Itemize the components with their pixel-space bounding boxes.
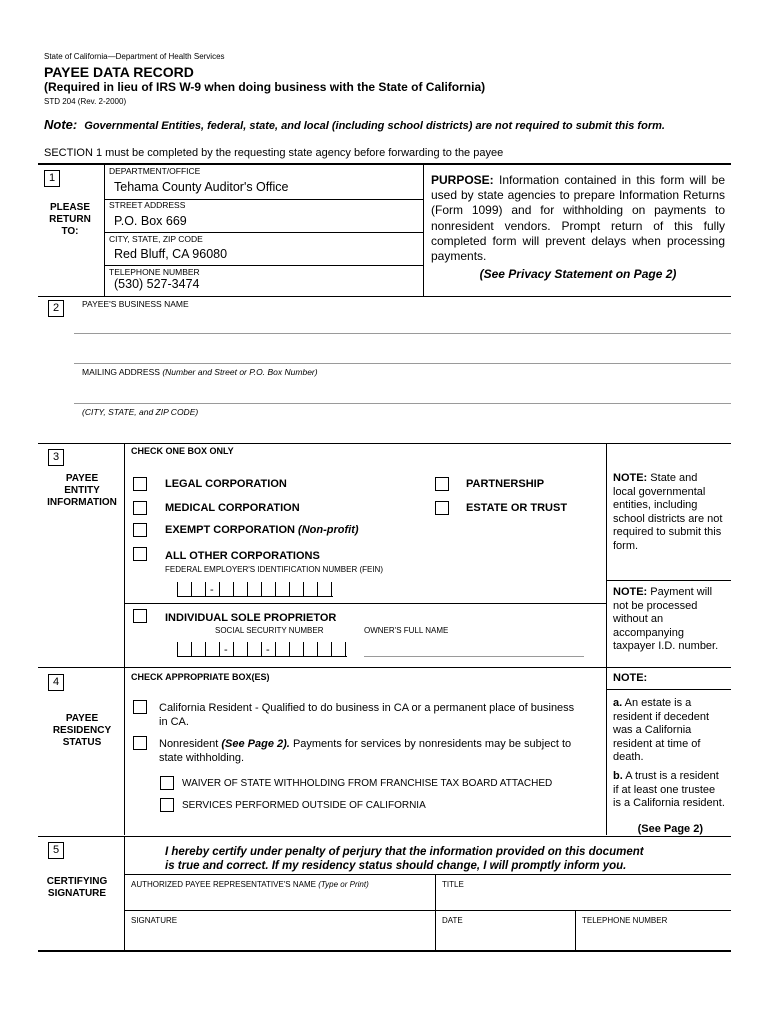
mailing-label: MAILING ADDRESS: [82, 367, 160, 377]
residency-side-label-2: RESIDENCY: [52, 725, 112, 736]
services-outside-ca-checkbox[interactable]: [160, 798, 174, 812]
ssn-label: SOCIAL SECURITY NUMBER: [215, 626, 324, 635]
ssn-input[interactable]: - -: [177, 642, 352, 656]
purpose-label: PURPOSE:: [431, 173, 494, 187]
section4-top-rule: [38, 667, 731, 668]
section1-top-rule: [38, 163, 731, 165]
city-state-zip-label: (CITY, STATE, and ZIP CODE): [82, 407, 199, 417]
exempt-corporation-checkbox[interactable]: [133, 523, 147, 537]
business-name-label: PAYEE'S BUSINESS NAME: [82, 299, 189, 309]
nonresident-see-page: (See Page 2).: [221, 738, 290, 750]
entity-note-2: [613, 586, 723, 654]
entity-side-label-3: INFORMATION: [47, 497, 117, 508]
entity-side-label-1: PAYEE: [65, 473, 99, 484]
section1-divider-left: [104, 164, 105, 296]
california-resident-label: California Resident - Qualified to do business in CA or a permanent place of business in CA.: [159, 702, 575, 728]
entity-note-1: [613, 472, 723, 553]
entity-side-label: [42, 473, 122, 509]
governmental-note: [44, 117, 665, 132]
section3-divider-right: [606, 443, 607, 667]
section3-number: 3: [48, 449, 64, 466]
entity-side-label-2: ENTITY: [64, 485, 100, 496]
please-return-label: PLEASE RETURN TO:: [49, 202, 91, 237]
residency-note-b-text: A trust is a resident if at least one trustee is a California resident.: [613, 770, 725, 809]
signature-top-rule: [124, 910, 731, 911]
section5-number: 5: [48, 842, 64, 859]
section5-top-rule: [38, 836, 731, 837]
dept-field[interactable]: Tehama County Auditor's Office: [114, 180, 289, 194]
title-label: TITLE: [442, 880, 464, 889]
waiver-checkbox[interactable]: [160, 776, 174, 790]
services-outside-ca-label: SERVICES PERFORMED OUTSIDE OF CALIFORNIA: [182, 800, 426, 811]
exempt-nonprofit-note: (Non-profit): [298, 524, 359, 536]
legal-corporation-label: LEGAL CORPORATION: [165, 478, 287, 490]
rep-name-label-row: [131, 880, 369, 889]
entity-note-1-text: State and local governmental entities, including school districts are not required to submit this form.: [613, 472, 723, 552]
residency-note-label: NOTE:: [613, 672, 648, 684]
section3-top-rule: [38, 443, 731, 444]
date-divider: [575, 910, 576, 950]
purpose-block: [431, 173, 725, 264]
business-name-field[interactable]: [74, 333, 731, 334]
fein-input[interactable]: -: [177, 582, 337, 596]
rep-name-hint: (Type or Print): [318, 880, 369, 889]
purpose-text: Information contained in this form will be used by state agencies to prepare Information Returns (Form 1099) and for withholding on payments to nonresident vendors. Prompt return of this fully completed form will prevent delays when processing payments.: [431, 173, 725, 264]
signature-side-label-1: CERTIFYING: [46, 876, 108, 887]
section1-bottom-rule: [38, 296, 731, 297]
check-appropriate-label: CHECK APPROPRIATE BOX(ES): [131, 672, 270, 682]
residency-side-label-3: STATUS: [62, 737, 102, 748]
city-field[interactable]: Red Bluff, CA 96080: [114, 247, 228, 261]
residency-side-label-1: PAYEE: [65, 713, 99, 724]
estate-or-trust-label: ESTATE OR TRUST: [466, 502, 568, 514]
signature-label: SIGNATURE: [131, 916, 178, 925]
legal-corporation-checkbox[interactable]: [133, 477, 147, 491]
mailing-address-field[interactable]: [74, 403, 731, 404]
mailing-hint: (Number and Street or P.O. Box Number): [162, 367, 318, 377]
fein-baseline: [177, 596, 333, 597]
title-divider: [435, 874, 436, 950]
section1-number: 1: [44, 170, 60, 187]
section5-divider-left: [124, 836, 125, 950]
entity-note-1-label: NOTE:: [613, 472, 648, 484]
signature-side-label-2: SIGNATURE: [47, 888, 107, 899]
section1-instruction: SECTION 1 must be completed by the requesting state agency before forwarding to the payee: [44, 147, 504, 159]
certification-statement: I hereby certify under penalty of perjury that the information provided on this document is true and correct. If my residency status should change, I will promptly inform you.: [165, 846, 644, 872]
medical-corporation-checkbox[interactable]: [133, 501, 147, 515]
residency-note-a-label: a.: [613, 697, 623, 709]
residency-side-label: [42, 713, 122, 749]
section4-number: 4: [48, 674, 64, 691]
all-other-corporations-label: ALL OTHER CORPORATIONS: [165, 550, 320, 562]
form-number: STD 204 (Rev. 2-2000): [44, 97, 127, 106]
date-label: DATE: [442, 916, 463, 925]
signature-phone-label: TELEPHONE NUMBER: [582, 916, 668, 925]
phone-field[interactable]: (530) 527-3474: [114, 277, 200, 291]
nonresident-text-2: Payments for services by nonresidents may be subject to state withholding.: [159, 738, 572, 764]
section4-divider-left: [124, 667, 125, 835]
owner-name-field[interactable]: [364, 656, 584, 657]
mailing-label-row: [82, 367, 318, 377]
all-other-corporations-checkbox[interactable]: [133, 547, 147, 561]
dept-label: DEPARTMENT/OFFICE: [109, 166, 201, 176]
residency-note-a-text: An estate is a resident if decedent was a California resident at time of death.: [613, 697, 710, 763]
street-label: STREET ADDRESS: [109, 200, 186, 210]
ssn-baseline: [177, 656, 347, 657]
note-text: Governmental Entities, federal, state, and local (including school districts) are not required to submit this form.: [84, 120, 665, 132]
fein-label: FEDERAL EMPLOYER'S IDENTIFICATION NUMBER (FEIN): [165, 565, 383, 574]
check-one-label: CHECK ONE BOX ONLY: [131, 446, 234, 456]
nonresident-text: Nonresident: [159, 738, 219, 750]
rep-name-label: AUTHORIZED PAYEE REPRESENTATIVE'S NAME: [131, 880, 316, 889]
privacy-note: (See Privacy Statement on Page 2): [479, 267, 677, 281]
street-rule: [104, 232, 423, 233]
phone-label: TELEPHONE NUMBER: [109, 267, 200, 277]
residency-note-b: [613, 770, 725, 811]
residency-note-b-label: b.: [613, 770, 623, 782]
entity-note-2-text: Payment will not be processed without an accompanying taxpayer I.D. number.: [613, 586, 719, 652]
exempt-corporation-label: [165, 524, 359, 536]
estate-or-trust-checkbox[interactable]: [435, 501, 449, 515]
entity-note-2-label: NOTE:: [613, 586, 648, 598]
form-bottom-rule: [38, 950, 731, 952]
city-label: CITY, STATE, ZIP CODE: [109, 234, 203, 244]
partnership-label: PARTNERSHIP: [466, 478, 545, 490]
residency-note-rule: [606, 689, 731, 690]
residency-note-a: [613, 697, 725, 765]
form-title: PAYEE DATA RECORD: [44, 64, 194, 80]
section3-divider-left: [124, 443, 125, 667]
section1-divider-right: [423, 164, 424, 296]
residency-see-page: (See Page 2): [637, 823, 703, 835]
nonresident-label: [159, 737, 589, 765]
sole-proprietor-rule: [124, 603, 606, 604]
section4-divider-right: [606, 667, 607, 835]
owner-name-label: OWNER'S FULL NAME: [364, 626, 449, 635]
form-subtitle: (Required in lieu of IRS W-9 when doing business with the State of California): [44, 80, 486, 94]
city-rule: [104, 265, 423, 266]
waiver-label: WAIVER OF STATE WITHHOLDING FROM FRANCHISE TAX BOARD ATTACHED: [182, 778, 553, 789]
sole-proprietor-checkbox[interactable]: [133, 609, 147, 623]
california-resident-checkbox[interactable]: [133, 700, 147, 714]
signature-side-label: [42, 876, 112, 900]
note-label: Note:: [44, 117, 78, 132]
medical-corporation-label: MEDICAL CORPORATION: [165, 502, 300, 514]
section2-number: 2: [48, 300, 64, 317]
exempt-corporation-text: EXEMPT CORPORATION: [165, 524, 295, 536]
sole-proprietor-label: INDIVIDUAL SOLE PROPRIETOR: [165, 612, 337, 624]
entity-note-rule: [606, 580, 731, 581]
business-name-line2[interactable]: [74, 363, 731, 364]
nonresident-checkbox[interactable]: [133, 736, 147, 750]
street-field[interactable]: P.O. Box 669: [114, 214, 187, 228]
partnership-checkbox[interactable]: [435, 477, 449, 491]
rep-name-top-rule: [124, 874, 731, 875]
agency-line: State of California—Department of Health Services: [44, 52, 225, 61]
